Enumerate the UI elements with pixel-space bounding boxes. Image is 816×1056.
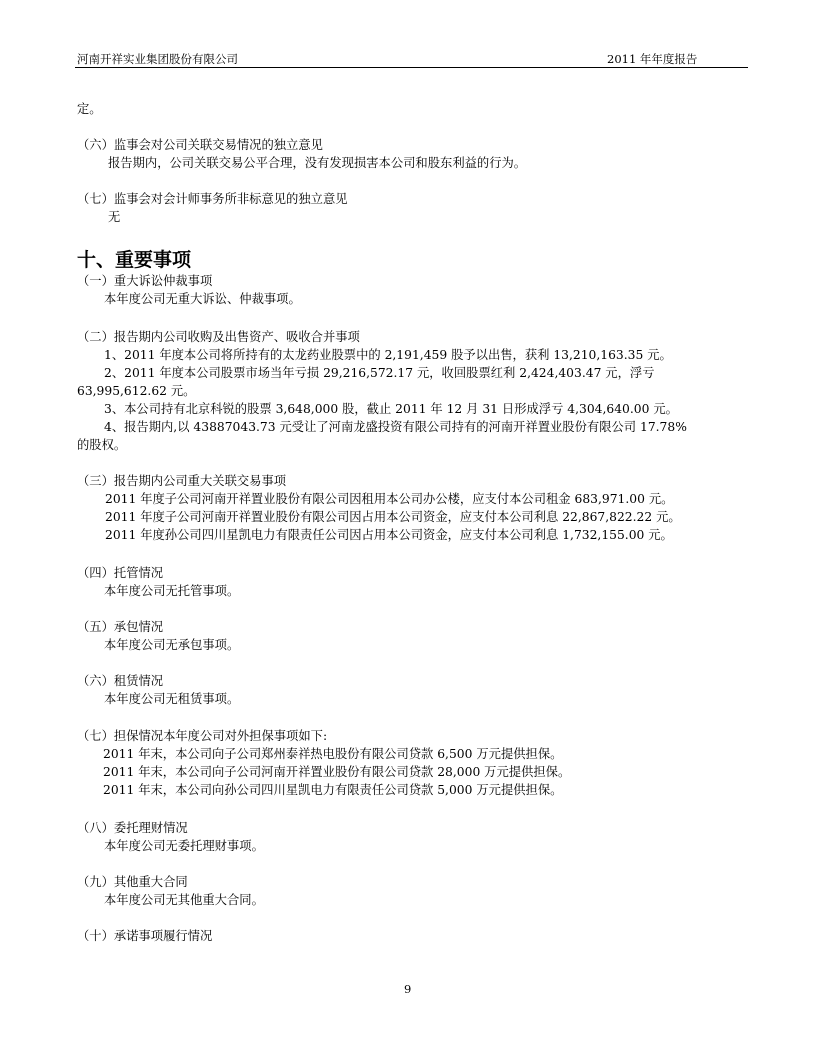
text-line: 1、2011 年度本公司将所持有的太龙药业股票中的 2,191,459 股予以出售，获利 13,210,163.35 元。	[104, 348, 672, 362]
text-line: 本年度公司无委托理财事项。	[104, 839, 264, 853]
text-line: 2011 年度孙公司四川星凯电力有限责任公司因占用本公司资金，应支付本公司利息 1,732,155.00 元。	[105, 528, 673, 542]
text-line: （四）托管情况	[77, 566, 164, 580]
text-line: 63,995,612.62 元。	[77, 384, 196, 398]
page-number: 9	[404, 982, 412, 996]
text-line: （八）委托理财情况	[77, 821, 188, 835]
section-title: 十、重要事项	[77, 249, 192, 271]
text-line: 4、报告期内,以 43887043.73 元受让了河南龙盛投资有限公司持有的河南开祥置业股份有限公司 17.78%	[104, 420, 687, 434]
text-line: 定。	[77, 102, 102, 116]
text-line: （二）报告期内公司收购及出售资产、吸收合并事项	[77, 330, 360, 344]
text-line: 本年度公司无重大诉讼、仲裁事项。	[104, 292, 301, 306]
text-line: 无	[108, 210, 121, 224]
text-line: 本年度公司无承包事项。	[104, 638, 240, 652]
text-line: 2、2011 年度本公司股票市场当年亏损 29,216,572.17 元，收回股票红利 2,424,403.47 元，浮亏	[104, 366, 655, 380]
text-line: 报告期内，公司关联交易公平合理，没有发现损害本公司和股东利益的行为。	[108, 156, 527, 170]
text-line: 2011 年度子公司河南开祥置业股份有限公司因占用本公司资金，应支付本公司利息 22,867,822.22 元。	[105, 510, 681, 524]
text-line: （七）监事会对会计师事务所非标意见的独立意见	[77, 192, 348, 206]
text-line: （三）报告期内公司重大关联交易事项	[77, 474, 287, 488]
text-line: 本年度公司无托管事项。	[104, 584, 240, 598]
text-line: （五）承包情况	[77, 620, 164, 634]
text-line: 2011 年末，本公司向子公司河南开祥置业股份有限公司贷款 28,000 万元提供担保。	[103, 765, 571, 779]
header-report-title: 2011 年年度报告	[607, 52, 698, 66]
text-line: 本年度公司无租赁事项。	[104, 692, 240, 706]
header-company: 河南开祥实业集团股份有限公司	[77, 52, 238, 66]
text-line: （十）承诺事项履行情况	[77, 929, 213, 943]
text-line: （六）监事会对公司关联交易情况的独立意见	[77, 138, 323, 152]
text-line: （六）租赁情况	[77, 674, 164, 688]
text-line: 3、本公司持有北京科锐的股票 3,648,000 股，截止 2011 年 12 月 31 日形成浮亏 4,304,640.00 元。	[104, 402, 678, 416]
text-line: 本年度公司无其他重大合同。	[104, 893, 264, 907]
text-line: 2011 年度子公司河南开祥置业股份有限公司因租用本公司办公楼，应支付本公司租金 683,971.00 元。	[105, 492, 674, 506]
text-line: 的股权。	[77, 438, 127, 452]
text-line: （七）担保情况本年度公司对外担保事项如下:	[77, 729, 328, 743]
text-line: （一）重大诉讼仲裁事项	[77, 274, 213, 288]
text-line: （九）其他重大合同	[77, 875, 188, 889]
header-rule	[75, 67, 748, 68]
text-line: 2011 年末，本公司向子公司郑州泰祥热电股份有限公司贷款 6,500 万元提供担保。	[103, 747, 563, 761]
text-line: 2011 年末，本公司向孙公司四川星凯电力有限责任公司贷款 5,000 万元提供担保。	[103, 783, 563, 797]
